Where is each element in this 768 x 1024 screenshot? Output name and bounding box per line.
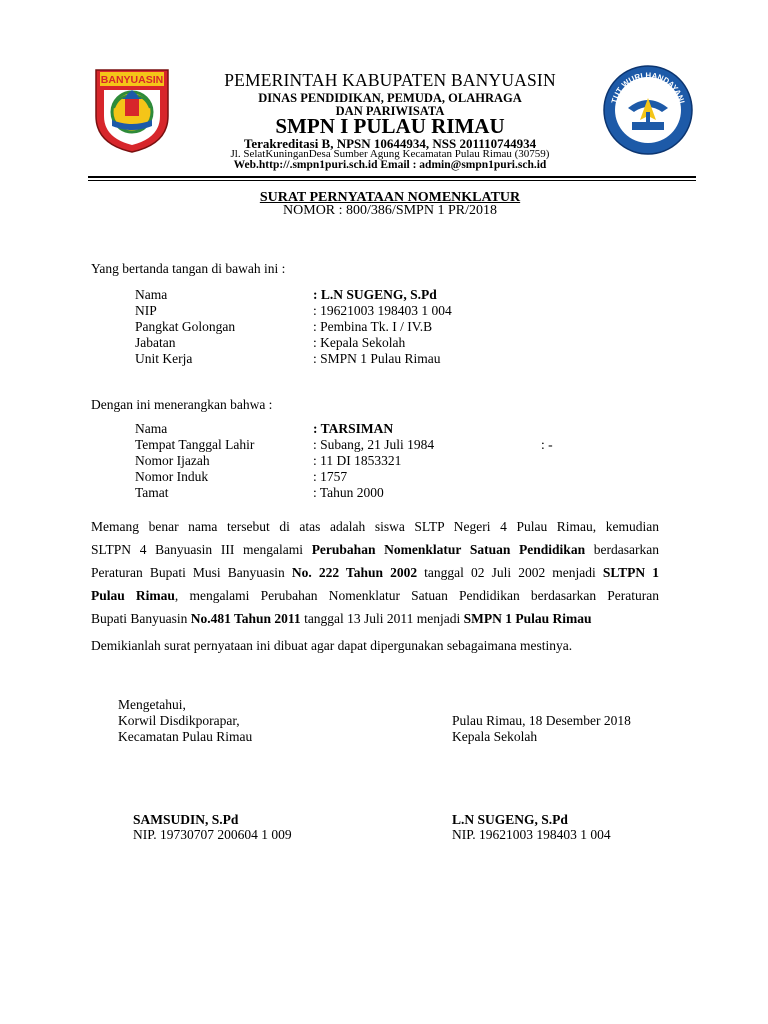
- signatory-value-position: : Kepala Sekolah: [313, 335, 406, 350]
- letter-title: SURAT PERNYATAAN NOMENKLATUR: [259, 190, 521, 205]
- signatory-value-unit: : SMPN 1 Pulau Rimau: [313, 351, 441, 366]
- right-sign-name: L.N SUGENG, S.Pd: [452, 812, 568, 827]
- right-sign-nip: NIP. 19621003 198403 1 004: [452, 827, 611, 842]
- paragraph-bold-text: Pulau Rimau: [91, 588, 175, 603]
- left-sign-name: SAMSUDIN, S.Pd: [133, 812, 239, 827]
- paragraph-line-4: [91, 584, 659, 607]
- statement-intro: Dengan ini menerangkan bahwa :: [91, 397, 273, 412]
- student-extra-value: : -: [541, 437, 553, 452]
- paragraph-text: berdasarkan: [585, 542, 659, 557]
- student-label-birth: Tempat Tanggal Lahir: [135, 437, 255, 452]
- student-label-certificate: Nomor Ijazah: [135, 453, 210, 468]
- closing-text: Demikianlah surat pernyataan ini dibuat agar dapat dipergunakan sebagaimana mestinya.: [91, 638, 573, 653]
- signatory-label-unit: Unit Kerja: [135, 351, 193, 366]
- paragraph-text: Peraturan Bupati Musi Banyuasin: [91, 565, 292, 580]
- address-line: Jl. SelatKuninganDesa Sumber Agung Kecamatan Pulau Rimau (30759): [230, 148, 550, 160]
- paragraph-bold-text: SLTPN 1: [602, 565, 659, 580]
- left-sign-district: Kecamatan Pulau Rimau: [118, 729, 253, 744]
- student-label-name: Nama: [135, 421, 168, 436]
- paragraph-bold-text: Perubahan Nomenklatur Satuan Pendidikan: [311, 542, 586, 557]
- paragraph-text: tanggal 13 Juli 2011 menjadi: [300, 611, 464, 626]
- intro-text: Yang bertanda tangan di bawah ini :: [91, 261, 286, 276]
- signatory-value-name: : L.N SUGENG, S.Pd: [313, 287, 437, 302]
- paragraph-line-5: [91, 607, 659, 630]
- student-value-certificate: : 11 DI 1853321: [313, 453, 402, 468]
- paragraph-bold-text: SMPN 1 Pulau Rimau: [463, 611, 592, 626]
- signatory-value-rank: : Pembina Tk. I / IV.B: [313, 319, 433, 334]
- paragraph-line-3: [91, 561, 659, 584]
- signatory-label-rank: Pangkat Golongan: [135, 319, 236, 334]
- school-name: SMPN I PULAU RIMAU: [275, 114, 505, 138]
- web-email-line: Web.http://.smpn1puri.sch.id Email : admin@smpn1puri.sch.id: [233, 159, 547, 171]
- paragraph-text: , mengalami Perubahan Nomenklatur Satuan Pendidikan berdasarkan Peraturan: [174, 588, 659, 603]
- paragraph-bold-text: No.481 Tahun 2011: [190, 611, 301, 626]
- paragraph-text: tanggal 02 Juli 2002 menjadi: [417, 565, 603, 580]
- svg-text:TUT WURI HANDAYANI: TUT WURI HANDAYANI: [609, 70, 687, 105]
- government-title: PEMERINTAH KABUPATEN BANYUASIN: [224, 70, 556, 90]
- letter-number: NOMOR : 800/386/SMPN 1 PR/2018: [283, 203, 497, 218]
- signatory-value-nip: : 19621003 198403 1 004: [313, 303, 452, 318]
- paragraph-text: Bupati Banyuasin: [91, 611, 191, 626]
- right-sign-title: Kepala Sekolah: [452, 729, 538, 744]
- header-rule-thick: [88, 176, 696, 178]
- department-line1: DINAS PENDIDIKAN, PEMUDA, OLAHRAGA: [258, 91, 522, 105]
- signatory-label-position: Jabatan: [135, 335, 176, 350]
- student-label-student-id: Nomor Induk: [135, 469, 209, 484]
- student-value-birth: : Subang, 21 Juli 1984: [313, 437, 435, 452]
- left-sign-acknowledged: Mengetahui,: [118, 697, 186, 712]
- accreditation-line: Terakreditasi B, NPSN 10644934, NSS 201110744934: [243, 136, 537, 151]
- svg-text:BANYUASIN: BANYUASIN: [100, 74, 164, 86]
- student-value-graduated: : Tahun 2000: [313, 485, 384, 500]
- signatory-label-name: Nama: [135, 287, 168, 302]
- left-sign-nip: NIP. 19730707 200604 1 009: [133, 827, 292, 842]
- banyuasin-logo: [92, 68, 172, 154]
- paragraph-text: SLTPN 4 Banyuasin III mengalami: [91, 542, 312, 557]
- left-sign-title: Korwil Disdikporapar,: [118, 713, 240, 728]
- signatory-label-nip: NIP: [135, 303, 157, 318]
- student-label-graduated: Tamat: [135, 485, 169, 500]
- header-rule-thin: [88, 180, 696, 181]
- student-value-name: : TARSIMAN: [313, 421, 394, 436]
- right-sign-place-date: Pulau Rimau, 18 Desember 2018: [452, 713, 631, 728]
- student-value-student-id: : 1757: [313, 469, 348, 484]
- paragraph-line-2: [91, 538, 659, 561]
- paragraph-text: Memang benar nama tersebut di atas adalah siswa SLTP Negeri 4 Pulau Rimau, kemudian: [91, 519, 659, 534]
- paragraph-bold-text: No. 222 Tahun 2002: [291, 565, 418, 580]
- department-line2: DAN PARIWISATA: [335, 104, 445, 118]
- tut-wuri-handayani-logo: [602, 64, 694, 156]
- statement-paragraph: [91, 515, 659, 630]
- paragraph-line-1: [91, 515, 659, 538]
